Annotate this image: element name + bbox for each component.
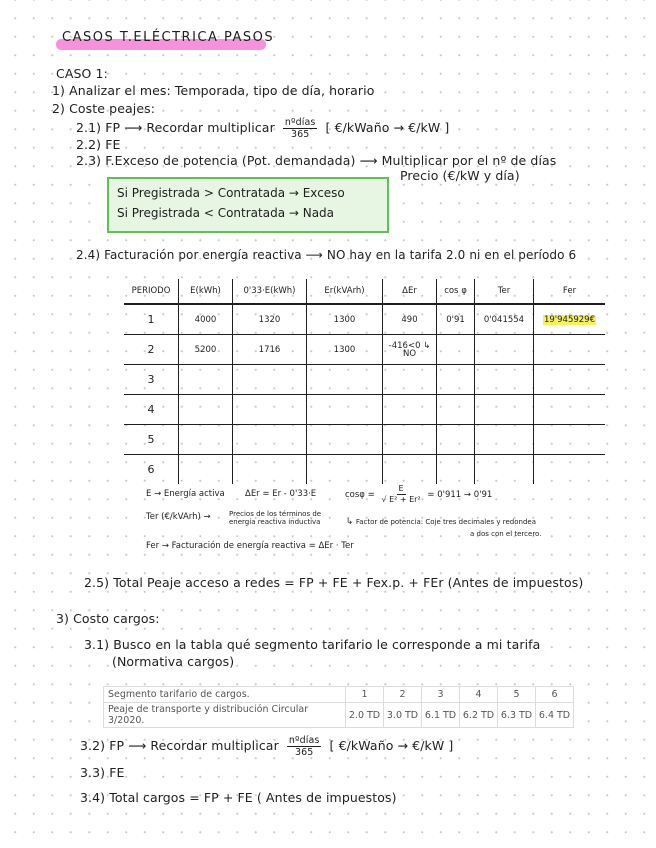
cell — [475, 335, 534, 365]
condition-nada: Si Pregistrada < Contratada → Nada — [117, 206, 335, 220]
table-row — [104, 687, 574, 703]
cell — [179, 455, 233, 485]
col-periodo: PERIODO — [124, 279, 179, 304]
cell: 6 — [536, 687, 574, 703]
cell — [383, 455, 437, 485]
cell — [307, 395, 383, 425]
cell: 5 — [124, 425, 179, 455]
step-3-2-label: 3.2) FP — [80, 738, 125, 753]
table-row — [124, 304, 605, 335]
cell — [437, 335, 475, 365]
step-3-2-note: Recordar multiplicar — [150, 738, 279, 753]
highlighted-result: 19'945929€ — [543, 314, 595, 325]
step-2-3 — [76, 153, 556, 168]
days-fraction: $\frac{\text{nºdías}}{365}$ — [284, 117, 316, 140]
step-2-3-price: Precio (€/kW y día) — [400, 168, 520, 183]
cell — [233, 365, 307, 395]
cell: 4 — [124, 395, 179, 425]
caso-heading: CASO 1: — [56, 66, 108, 81]
col-fer: Fer — [534, 279, 606, 304]
cell — [437, 395, 475, 425]
step-2-1 — [76, 117, 449, 140]
col-er: Er(kVArh) — [307, 279, 383, 304]
cell: 1320 — [233, 304, 307, 335]
condition-exceso: Si Pregistrada > Contratada → Exceso — [117, 186, 345, 200]
cell: Peaje de transporte y distribución Circular 3/2020. — [104, 703, 346, 728]
cell — [534, 425, 606, 455]
table-row — [124, 365, 605, 395]
legend-energia-activa: E → Energía activa — [146, 489, 225, 499]
energy-table — [124, 279, 605, 484]
cell: 0'91 — [437, 304, 475, 335]
cell: 1 — [124, 304, 179, 335]
step-3: 3) Costo cargos: — [56, 611, 160, 626]
legend-ter-desc: Precios de los términos de energía reactiva inductiva — [229, 510, 322, 526]
cell — [534, 365, 606, 395]
cell — [475, 365, 534, 395]
cell: 490 — [383, 304, 437, 335]
col-e: E(kWh) — [179, 279, 233, 304]
step-2-1-label: 2.1) FP — [76, 120, 121, 135]
cell: 3.0 TD — [384, 703, 422, 728]
cell — [534, 455, 606, 485]
cell: 1300 — [307, 304, 383, 335]
step-2-4 — [76, 248, 576, 262]
arrow-right-icon: ⟶ — [359, 153, 382, 168]
cell: 4 — [460, 687, 498, 703]
step-1: 1) Analizar el mes: Temporada, tipo de día, horario — [52, 83, 375, 98]
cell — [437, 455, 475, 485]
cell: -416<0 ↳ NO — [383, 335, 437, 365]
step-3-3: 3.3) FE — [80, 765, 125, 780]
cell: 6.3 TD — [498, 703, 536, 728]
cell — [437, 365, 475, 395]
col-033e: 0'33·E(kWh) — [233, 279, 307, 304]
cell: 6 — [147, 463, 155, 476]
cosphi-result: = 0'911 → 0'91 — [427, 490, 493, 500]
step-2: 2) Coste peajes: — [52, 101, 156, 116]
table-row — [124, 425, 605, 455]
step-2-4-label: 2.4) Facturación por energía reactiva — [76, 248, 302, 262]
step-2-3-note: Multiplicar por el nº de días — [381, 153, 557, 168]
cell: 0'041554 — [475, 304, 534, 335]
condition-box — [107, 177, 389, 233]
cell: 2.0 TD — [346, 703, 384, 728]
cell: 2 — [124, 335, 179, 365]
units-conversion: [ €/kWaño → €/kW ] — [325, 120, 450, 135]
cell — [383, 365, 437, 395]
cosphi-fraction: $\frac{E}{\text{√ E² + Er²}}$ — [381, 484, 421, 504]
cell — [534, 335, 606, 365]
step-2-5: 2.5) Total Peaje acceso a redes = FP + FE + Fex.p. + FEr (Antes de impuestos) — [84, 575, 584, 590]
cell — [307, 425, 383, 455]
table-row — [124, 395, 605, 425]
step-3-4: 3.4) Total cargos = FP + FE ( Antes de impuestos) — [80, 790, 397, 805]
step-3-1: 3.1) Busco en la tabla qué segmento tarifario le corresponde a mi tarifa — [84, 637, 541, 652]
cell: 1300 — [307, 335, 383, 365]
step-2-3-label: 2.3) F.Exceso de potencia (Pot. demandada) — [76, 153, 356, 168]
cell: 5200 — [179, 335, 233, 365]
arrow-right-icon: ⟶ — [305, 248, 327, 262]
cell: 6.4 TD — [536, 703, 574, 728]
days-fraction: $\frac{\text{nºdías}}{365}$ — [288, 735, 320, 758]
col-delta-er: ΔEr — [383, 279, 437, 304]
cell: 3 — [422, 687, 460, 703]
energy-table-header — [124, 279, 605, 304]
units-conversion: [ €/kWaño → €/kW ] — [329, 738, 454, 753]
cell — [233, 455, 307, 485]
cell — [475, 425, 534, 455]
cell — [179, 365, 233, 395]
cell: 6.2 TD — [460, 703, 498, 728]
cell: 2 — [384, 687, 422, 703]
cell — [437, 425, 475, 455]
cell — [475, 395, 534, 425]
cell — [383, 395, 437, 425]
corner-arrow-icon: ↳ — [346, 517, 356, 527]
cell — [383, 425, 437, 455]
cell — [233, 425, 307, 455]
arrow-right-icon: ⟶ — [128, 738, 151, 753]
page-title: CASOS T.ELÉCTRICA PASOS — [62, 30, 275, 45]
cell: 1716 — [233, 335, 307, 365]
legend-factor-potencia-2: a dos con el tercero. — [470, 530, 542, 538]
cell — [307, 365, 383, 395]
cell: 4000 — [179, 304, 233, 335]
table-row — [124, 455, 605, 485]
cosphi-label: cosφ = — [345, 490, 375, 500]
cell — [233, 395, 307, 425]
step-2-1-note: Recordar multiplicar — [146, 120, 275, 135]
step-2-4-note: NO hay en la tarifa 2.0 ni en el período 6 — [326, 248, 577, 262]
table-row — [124, 335, 605, 365]
legend-factor-potencia: ↳ Factor de potencia: Coje tres decimales y redondea — [346, 517, 537, 527]
cell — [179, 425, 233, 455]
step-2-2: 2.2) FE — [76, 137, 121, 152]
table-row — [104, 703, 574, 728]
cell: 5 — [498, 687, 536, 703]
step-3-1-note: (Normativa cargos) — [112, 654, 235, 669]
cell — [179, 395, 233, 425]
legend-ter: Ter (€/kVArh) → — [146, 512, 211, 522]
legend-fer: Fer → Facturación de energía reactiva = ΔEr · Ter — [146, 541, 354, 551]
cell — [307, 455, 383, 485]
arrow-right-icon: ⟶ — [124, 120, 147, 135]
legend-delta-er: ΔEr = Er - 0'33·E — [245, 489, 317, 499]
cell: 1 — [346, 687, 384, 703]
col-cosphi: cos φ — [437, 279, 475, 304]
step-3-2 — [80, 735, 453, 758]
cell: 3 — [124, 365, 179, 395]
cell — [534, 304, 606, 335]
cell — [534, 395, 606, 425]
legend-cosphi — [345, 484, 492, 505]
cell: 6.1 TD — [422, 703, 460, 728]
cargo-table — [103, 686, 574, 728]
cell: Segmento tarifario de cargos. — [104, 687, 346, 703]
cell — [475, 455, 534, 485]
col-ter: Ter — [475, 279, 534, 304]
